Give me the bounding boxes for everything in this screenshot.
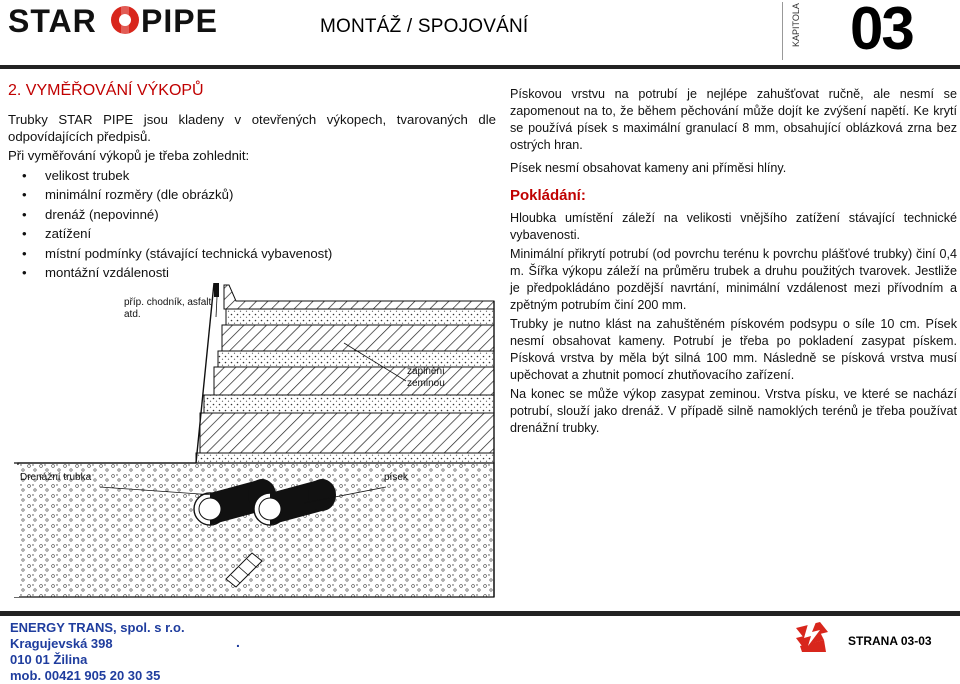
footer-dot: . — [236, 634, 240, 650]
company-phone: mob. 00421 905 20 30 35 — [10, 668, 161, 683]
svg-text:STAR: STAR — [8, 3, 97, 38]
list-item — [22, 224, 332, 243]
list-item — [22, 185, 332, 204]
trench-diagram — [14, 283, 496, 599]
page-title: MONTÁŽ / SPOJOVÁNÍ — [320, 16, 529, 37]
factor-text: montážní vzdálenosti — [45, 264, 169, 280]
list-item — [22, 244, 332, 263]
bullet-icon: • — [22, 206, 27, 222]
label-sand: písek — [384, 472, 408, 483]
bottom-rule — [0, 611, 960, 616]
label-backfill: zaplnění zeminou — [407, 366, 445, 389]
bullet-icon: • — [22, 245, 27, 261]
page-number: STRANA 03-03 — [848, 634, 932, 648]
label-drain-pipe: Drenážní trubka — [20, 472, 92, 483]
company-street: Kragujevská 398 — [10, 636, 113, 651]
bullet-icon: • — [22, 168, 27, 183]
paragraph-sand-purity: Písek nesmí obsahovat kameny ani příměsi hlíny. — [510, 161, 787, 175]
paragraph-bedding: Trubky je nutno klást na zahuštěném pískovém podsypu o síle 10 cm. Písek nesmí obsahovat kameny. Potrubí je třeba po pokladení zasypat pískem. Písková vrstva by měla být silná 100 mm. Následně se písková vrstva musí upěchovat a zhutnit pomocí zhutňovacího zařízení. — [510, 317, 957, 382]
chapter-number: 03 — [850, 0, 913, 62]
chapter-label: KAPITOLA — [791, 3, 801, 47]
header-divider — [782, 2, 783, 60]
right-column — [510, 86, 957, 443]
company-city: 010 01 Žilina — [10, 652, 88, 667]
paragraph-backfill: Na konec se může výkop zasypat zeminou. Vrstva písku, ve které se nachází potrubí, slouží jako drenáž. V případě silně namoklých terénů je třeba používat drenážní trubky. — [510, 387, 957, 435]
factor-text: minimální rozměry (dle obrázků) — [45, 187, 234, 203]
paragraph-sand-compaction: Pískovou vrstvu na potrubí je nejlépe zahušťovat ručně, ale nesmí se zapomenout na to, že během pěchování může dojít ke zvýšení napětí. Ke krytí se používá písek s maximální granulací 8 mm, obsahující oblázková zrna bez ostrých hran. — [510, 87, 957, 152]
list-item — [22, 205, 332, 224]
energy-trans-logo — [794, 618, 830, 654]
list-item — [22, 263, 332, 282]
starpipe-logo — [8, 2, 258, 38]
company-name: ENERGY TRANS, spol. s r.o. — [10, 620, 185, 635]
bullet-icon: • — [22, 264, 27, 280]
label-surface: příp. chodník, asfalt atd. — [124, 297, 212, 320]
company-address — [10, 620, 185, 684]
factor-text: zatížení — [45, 226, 92, 242]
bullet-icon: • — [22, 226, 27, 242]
intro-paragraph: Trubky STAR PIPE jsou kladeny v otevřených výkopech, tvarovaných dle odpovídajících předpisů. — [8, 112, 496, 144]
factors-prompt: Při vyměřování výkopů je třeba zohlednit: — [8, 148, 250, 163]
laying-heading: Pokládání: — [510, 187, 586, 204]
section-heading: 2. VYMĚŘOVÁNÍ VÝKOPŮ — [8, 82, 204, 99]
paragraph-depth: Hloubka umístění záleží na velikosti vnějšího zatížení stávající technické vybavenosti. — [510, 211, 957, 242]
list-item — [22, 166, 332, 185]
paragraph-cover: Minimální přikrytí potrubí (od povrchu terénu k povrchu plášťové trubky) činí 0,4 m. Šířka výkopu záleží na průměru trubek a druhu použitých tvarovek. Jestliže je předpokládáno pozdější navrtání, minimální vzdálenost mezi přívodním a zpětným potrubím činí 200 mm. — [510, 247, 957, 312]
top-rule — [0, 65, 960, 69]
factors-list — [22, 166, 332, 282]
factor-text: velikost trubek — [45, 168, 130, 183]
factor-text: drenáž (nepovinné) — [45, 206, 159, 222]
factor-text: místní podmínky (stávající technická vybavenost) — [45, 245, 333, 261]
svg-text:PIPE: PIPE — [141, 3, 218, 38]
bullet-icon: • — [22, 187, 27, 203]
